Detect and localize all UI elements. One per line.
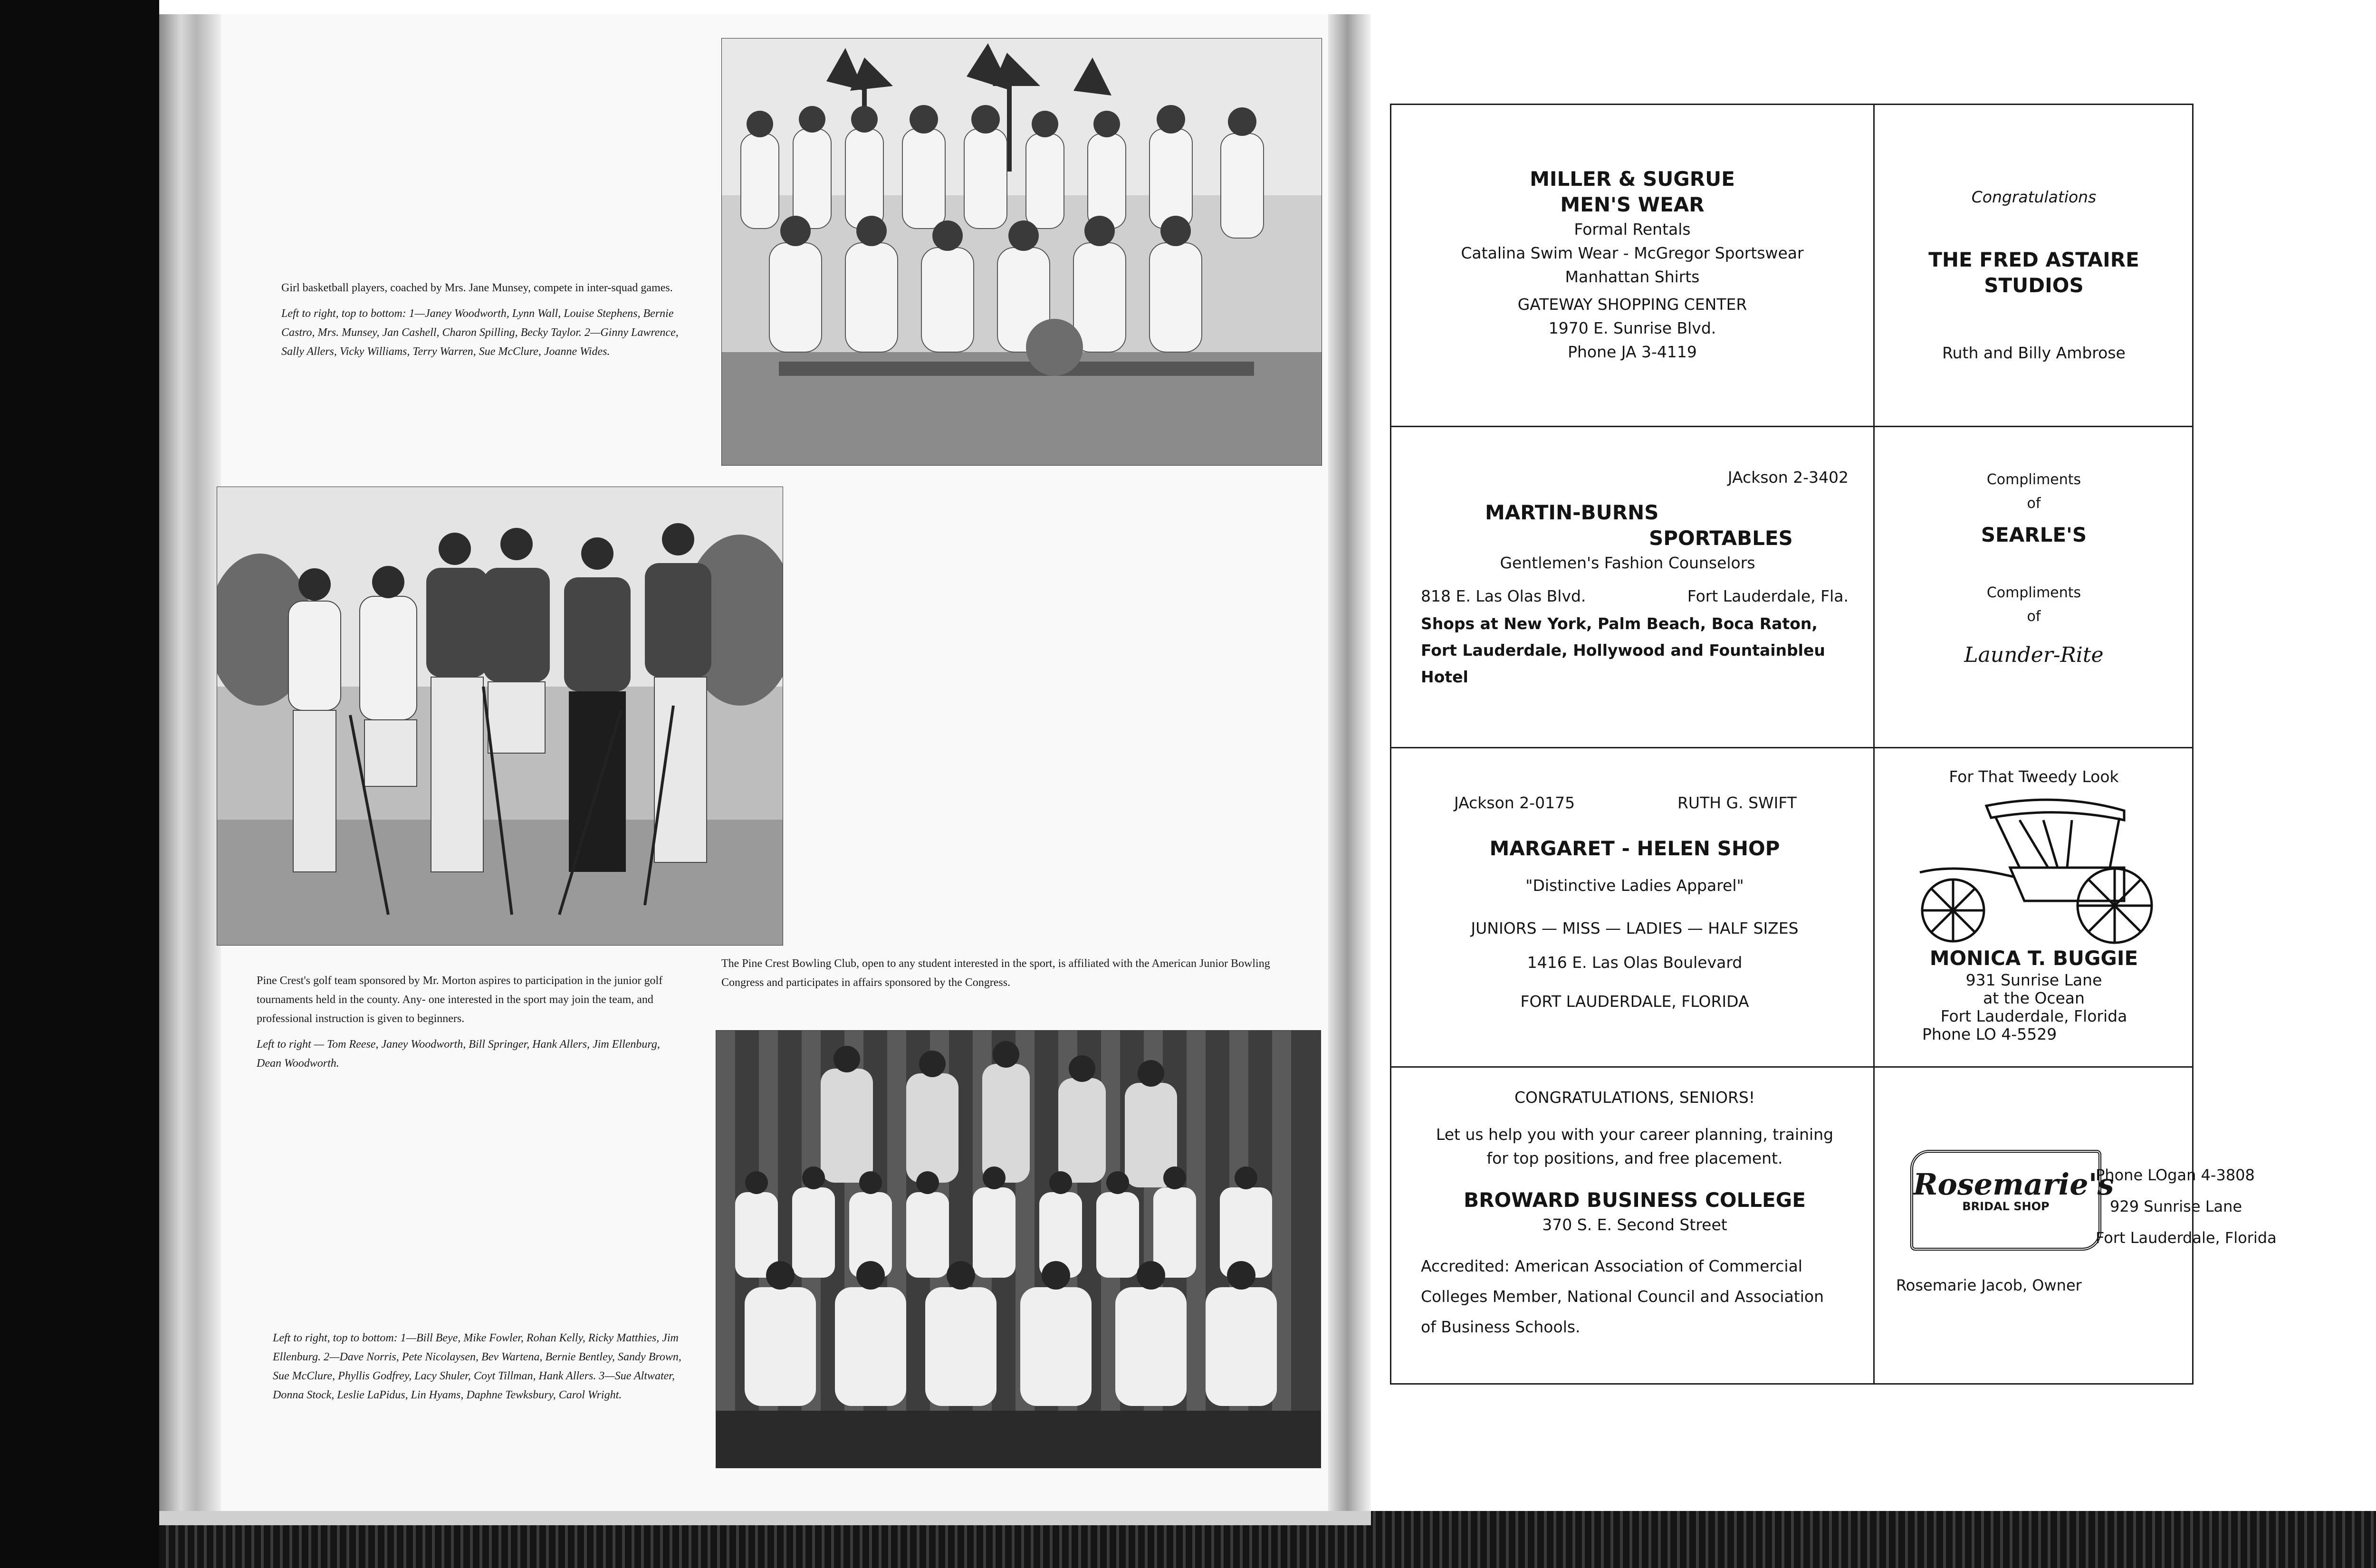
ad-martin-address-row	[1421, 584, 1849, 608]
book-spine	[159, 14, 221, 1549]
ad-grid-divider-1	[1390, 426, 2192, 427]
ad-martin-shops: Fort Lauderdale, Hollywood and Fountainbleu	[1421, 641, 1825, 660]
basketball-names: Left to right, top to bottom: 1—Janey Woodworth, Lynn Wall, Louise Stephens, Bernie Castro, Mrs. Munsey, Jan Cashell, Charon Spilling, Becky Taylor. 2—Ginny Lawrence, Sally Allers, Vicky Williams, Terry Warren, Sue McClure, Joanne Wides.	[281, 307, 679, 358]
ad-rosemaries-phone: Phone LOgan 4-3808	[2096, 1166, 2255, 1184]
bowling-caption-block	[721, 954, 1301, 992]
ad-monica-name: MONICA T. BUGGIE	[1929, 947, 2138, 970]
ad-grid-divider-vertical	[1873, 104, 1875, 1383]
ad-margaret-tagline: "Distinctive Ladies Apparel"	[1525, 876, 1744, 895]
ad-monica-line: Fort Lauderdale, Florida	[1940, 1007, 2127, 1025]
page-gutter	[1328, 14, 1371, 1549]
ad-broward-help: for top positions, and free placement.	[1486, 1149, 1783, 1167]
basketball-team-photo	[721, 38, 1322, 466]
ad-miller-sugrue	[1407, 166, 1858, 364]
ad-margaret-sizes: JUNIORS — MISS — LADIES — HALF SIZES	[1471, 919, 1799, 937]
ad-searles-name: SEARLE'S	[1981, 523, 2087, 546]
golf-caption: Pine Crest's golf team sponsored by Mr. Morton aspires to participation in the junior golf tournaments held in the county. Any- one interested in the sport may join the team, and professional instruction is given to beginners.	[257, 975, 663, 1025]
golf-names: Left to right — Tom Reese, Janey Woodworth, Bill Springer, Hank Allers, Jim Ellenburg, Dean Woodworth.	[257, 1038, 660, 1070]
ad-margaret-helen	[1421, 791, 1849, 1013]
ad-broward-accredited: of Business Schools.	[1421, 1318, 1581, 1336]
ad-martin-shops: Hotel	[1421, 668, 1468, 686]
ad-rosemaries-contact	[2096, 1159, 2277, 1253]
bowling-names-block	[273, 1329, 696, 1405]
ad-broward-name: BROWARD BUSINESS COLLEGE	[1464, 1188, 1806, 1212]
ad-astaire-name: THE FRED ASTAIRE STUDIOS	[1928, 248, 2139, 297]
ad-martin-subtitle: SPORTABLES	[1649, 526, 1793, 550]
ad-miller-line: GATEWAY SHOPPING CENTER	[1517, 295, 1747, 314]
scan-border-left	[0, 0, 159, 1568]
rosemaries-logo-sub: BRIDAL SHOP	[1962, 1200, 2050, 1213]
ad-martin-phone: JAckson 2-3402	[1727, 468, 1849, 487]
ad-launder-compliments: Compliments	[1986, 584, 2081, 601]
ad-monica-buggie	[1882, 765, 2186, 1043]
ad-monica-phone: Phone LO 4-5529	[1922, 1025, 2057, 1043]
ad-monica-tagline: For That Tweedy Look	[1949, 767, 2119, 786]
ad-margaret-phone: JAckson 2-0175	[1454, 794, 1575, 812]
ad-fred-astaire	[1882, 185, 2186, 365]
ad-martin-shops: Shops at New York, Palm Beach, Boca Raton,	[1421, 614, 1818, 633]
ad-miller-line: Manhattan Shirts	[1565, 268, 1700, 286]
ad-margaret-city: FORT LAUDERDALE, FLORIDA	[1520, 992, 1749, 1011]
ad-martin-tagline: Gentlemen's Fashion Counselors	[1500, 554, 1755, 572]
ad-rosemaries-address: 929 Sunrise Lane	[2110, 1197, 2242, 1215]
ad-martin-burns	[1421, 466, 1849, 689]
rosemaries-logo-script: Rosemarie's	[1913, 1167, 2114, 1202]
ad-broward-accredited: Colleges Member, National Council and Association	[1421, 1287, 1824, 1306]
ad-miller-line: Formal Rentals	[1574, 220, 1691, 239]
ad-monica-line: at the Ocean	[1983, 989, 2085, 1007]
golf-team-photo	[217, 487, 783, 946]
ad-astaire-owners: Ruth and Billy Ambrose	[1942, 344, 2126, 362]
ad-broward-help: Let us help you with your career planning, training	[1436, 1125, 1834, 1144]
ad-broward-congrats: CONGRATULATIONS, SENIORS!	[1514, 1088, 1755, 1107]
ad-grid-divider-3	[1390, 1066, 2192, 1068]
bowling-names: Left to right, top to bottom: 1—Bill Beye, Mike Fowler, Rohan Kelly, Ricky Matthies, Jim Ellenburg. 2—Dave Norris, Pete Nicolaysen, Bev Wartena, Bernie Bentley, Sandy Brown, Sue McClure, Phyllis Godfrey, Lacy Shuler, Coyt Tillman, Hank Allers. 3—Sue Altwater, Donna Stock, Leslie LaPidus, Lin Hyams, Daphne Tewksbury, Carol Wright.	[273, 1332, 681, 1401]
basketball-caption: Girl basketball players, coached by Mrs. Jane Munsey, compete in inter-squad games.	[281, 282, 673, 294]
rosemaries-logo	[1910, 1150, 2114, 1251]
ad-launder-rite-logo: Launder-Rite	[1964, 643, 2104, 667]
ad-searles-compliments: Compliments	[1986, 471, 2081, 488]
ad-miller-line: Phone JA 3-4119	[1568, 343, 1697, 361]
ad-margaret-owner: RUTH G. SWIFT	[1677, 794, 1797, 812]
ad-miller-line: Catalina Swim Wear - McGregor Sportswear	[1461, 244, 1804, 262]
ad-miller-line: 1970 E. Sunrise Blvd.	[1548, 319, 1716, 337]
ad-launder-of: of	[2027, 608, 2041, 625]
bowling-club-photo	[716, 1030, 1321, 1468]
ad-broward-accredited: Accredited: American Association of Commercial	[1421, 1257, 1802, 1275]
ad-margaret-header-row	[1421, 791, 1849, 815]
ad-searles	[1882, 468, 2186, 667]
ad-broward-address: 370 S. E. Second Street	[1542, 1215, 1727, 1234]
ad-martin-city: Fort Lauderdale, Fla.	[1687, 587, 1849, 605]
ad-monica-line: 931 Sunrise Lane	[1965, 971, 2102, 989]
ad-margaret-name: MARGARET - HELEN SHOP	[1489, 837, 1780, 860]
ad-margaret-address: 1416 E. Las Olas Boulevard	[1527, 953, 1743, 972]
ad-miller-name: MILLER & SUGRUE	[1530, 167, 1735, 191]
ad-rosemaries-owner: Rosemarie Jacob, Owner	[1896, 1276, 2082, 1294]
buggy-illustration	[1901, 792, 2167, 948]
bowling-caption: The Pine Crest Bowling Club, open to any student interested in the sport, is affiliated with the American Junior Bowling Congress and participates in affairs sponsored by the Congress.	[721, 957, 1270, 989]
ad-astaire-congrats: Congratulations	[1971, 188, 2097, 206]
golf-caption-block	[257, 971, 684, 1073]
ad-broward-business-college	[1421, 1086, 1849, 1342]
page-bottom-edge	[159, 1511, 1371, 1525]
ad-rosemaries-bridal	[1882, 1140, 2277, 1359]
ad-searles-of: of	[2027, 495, 2041, 512]
ad-grid-divider-2	[1390, 747, 2192, 748]
ad-miller-subtitle: MEN'S WEAR	[1560, 193, 1705, 216]
ad-martin-address: 818 E. Las Olas Blvd.	[1421, 587, 1586, 605]
basketball-caption-block	[281, 278, 699, 361]
ad-martin-name: MARTIN-BURNS	[1485, 501, 1659, 524]
ad-rosemaries-city: Fort Lauderdale, Florida	[2096, 1229, 2277, 1247]
